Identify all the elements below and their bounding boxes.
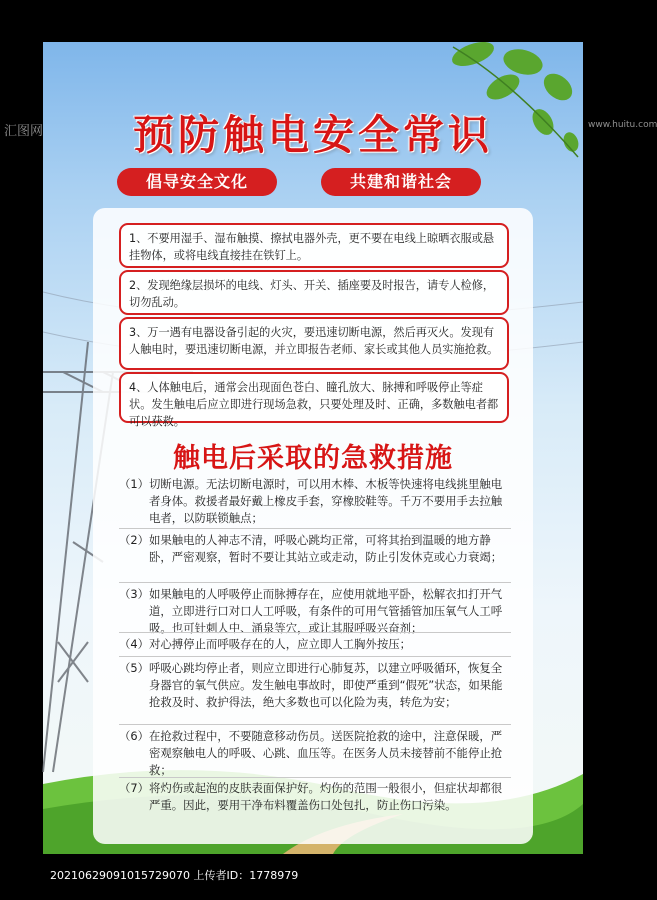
item-number: （3） [119, 587, 150, 601]
first-aid-item [119, 586, 511, 637]
uploader-id: 1778979 [249, 869, 299, 882]
slogan-culture: 倡导安全文化 [117, 168, 277, 196]
item-text: 如果触电的人呼吸停止而脉搏存在，应使用就地平卧，松解衣扣打开气道，立即进行口对口人工呼吸，有条件的可用气管插管加压氧气人工呼吸。也可针刺人中、涌泉等穴，或让其服呼吸兴奋剂； [149, 587, 503, 635]
tip-box: 3、万一遇有电器设备引起的火灾，要迅速切断电源，然后再灭火。发现有人触电时，要迅速切断电源，并立即报告老师、家长或其他人员实施抢救。 [119, 317, 509, 370]
item-text: 切断电源。无法切断电源时，可以用木棒、木板等快速将电线挑里触电者身体。救援者最好戴上橡皮手套，穿橡胶鞋等。千万不要用手去拉触电者，以防联锁触点； [149, 477, 503, 525]
poster [43, 42, 583, 854]
first-aid-heading: 触电后采取的急救措施 [173, 443, 453, 474]
first-aid-item [119, 476, 511, 527]
divider [119, 582, 511, 583]
watermark: www.huitu.com [588, 120, 657, 130]
poster-title: 预防触电安全常识 [133, 111, 493, 159]
first-aid-item [119, 532, 511, 566]
item-number: （4） [119, 637, 150, 651]
item-text: 对心搏停止而呼吸存在的人，应立即人工胸外按压； [149, 637, 411, 651]
item-number: （6） [119, 729, 150, 743]
divider [119, 656, 511, 657]
item-text: 如果触电的人神志不清，呼吸心跳均正常，可将其抬到温暖的地方静卧，严密观察，暂时不要让其站立或走动，防止引发休克或心力衰竭； [149, 533, 503, 564]
watermark: 汇图网 [4, 124, 44, 139]
tip-box: 4、人体触电后，通常会出现面色苍白、瞳孔放大、脉搏和呼吸停止等症状。发生触电后应立即进行现场急救，只要处理及时、正确，多数触电者都可以获救。 [119, 372, 509, 423]
divider [119, 724, 511, 725]
item-text: 将灼伤或起泡的皮肤表面保护好。灼伤的范围一般很小，但症状却都很严重。因此，要用干净布料覆盖伤口处包扎，防止伤口污染。 [149, 781, 503, 812]
first-aid-item [119, 660, 511, 711]
first-aid-item [119, 780, 511, 814]
image-id: 20210629091015729070 [50, 869, 190, 882]
item-text: 在抢救过程中，不要随意移动伤员。送医院抢救的途中，注意保暖，严密观察触电人的呼吸、心跳、血压等。在医务人员未接替前不能停止抢救； [149, 729, 503, 777]
item-text: 呼吸心跳均停止者，则应立即进行心肺复苏，以建立呼吸循环，恢复全身器官的氧气供应。发生触电事故时，即使严重到“假死”状态，如果能抢救及时、救护得法，绝大多数也可以化险为夷，转危为安； [149, 661, 503, 709]
first-aid-item [119, 636, 511, 653]
item-number: （7） [119, 781, 150, 795]
divider [119, 777, 511, 778]
slogan-harmony: 共建和谐社会 [321, 168, 481, 196]
footer-id-line [50, 867, 298, 883]
uploader-label: 上传者ID： [193, 869, 250, 882]
first-aid-item [119, 728, 511, 779]
item-number: （1） [119, 477, 150, 491]
item-number: （2） [119, 533, 150, 547]
item-number: （5） [119, 661, 150, 675]
tip-box: 1、不要用湿手、湿布触摸、擦拭电器外壳，更不要在电线上晾晒衣服或悬挂物体，或将电线直接挂在铁钉上。 [119, 223, 509, 268]
divider [119, 528, 511, 529]
tip-box: 2、发现绝缘层损坏的电线、灯头、开关、插座要及时报告，请专人检修，切勿乱动。 [119, 270, 509, 315]
divider [119, 632, 511, 633]
